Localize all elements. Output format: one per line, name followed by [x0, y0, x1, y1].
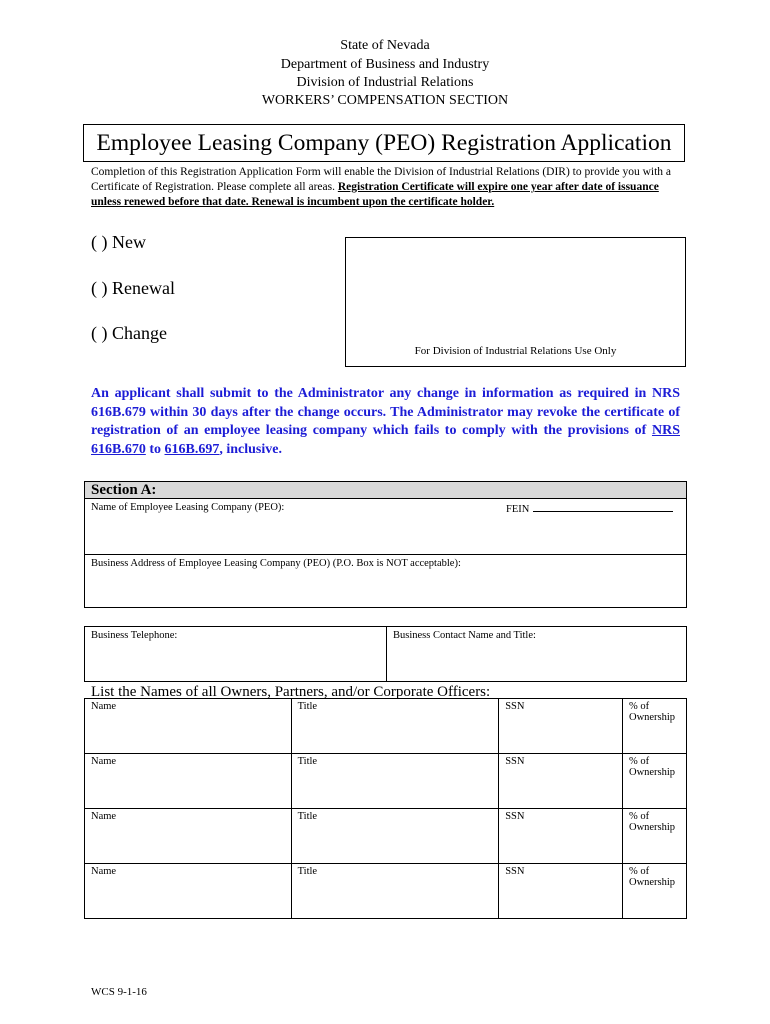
form-code: WCS 9-1-16: [91, 986, 147, 998]
notice-text-before: An applicant shall submit to the Administrator any change in information as required in NRS 616B.679 within 30 days after the change occurs. The Administrator may revoke the certificate of registration of an employee leasing company which fails to comply with the provisions of: [91, 386, 680, 438]
header-department: Department of Business and Industry: [280, 57, 490, 72]
dir-use-label: For Division of Industrial Relations Use Only: [414, 345, 617, 357]
owner-title-cell[interactable]: Title: [291, 864, 499, 919]
nrs-link-end[interactable]: 616B.697: [164, 441, 220, 457]
business-telephone-label: Business Telephone:: [91, 630, 178, 641]
owners-table: [84, 698, 687, 919]
owner-name-cell[interactable]: Name: [85, 864, 292, 919]
owner-title-cell[interactable]: Title: [291, 699, 499, 754]
page-title: Employee Leasing Company (PEO) Registration Application: [83, 124, 685, 162]
header-section: WORKERS’ COMPENSATION SECTION: [261, 93, 509, 108]
intro-paragraph: [91, 165, 681, 210]
business-address-field[interactable]: [84, 554, 687, 608]
table-row: [85, 699, 687, 754]
nrs-link-start[interactable]: NRS 616B.670: [91, 423, 680, 457]
table-row: [85, 809, 687, 864]
owner-ssn-cell[interactable]: SSN: [499, 699, 623, 754]
fein-underline: [533, 502, 673, 512]
company-name-label: Name of Employee Leasing Company (PEO):: [91, 502, 285, 513]
fein-field[interactable]: [506, 502, 673, 515]
business-telephone-field[interactable]: [84, 626, 387, 682]
intro-text: Completion of this Registration Application Form will enable the Division of Industrial Relations (DIR) to provide you with a Certificate of Registration. Please complete all areas.: [91, 166, 672, 193]
owner-ownership-cell[interactable]: % of Ownership: [622, 864, 686, 919]
notice-text-middle: to: [145, 441, 165, 457]
owner-ssn-cell[interactable]: SSN: [499, 864, 623, 919]
owner-title-cell[interactable]: Title: [291, 754, 499, 809]
intro-emphasis: Registration Certificate will expire one year after date of issuance unless renewed before that date. Renewal is incumbent upon the certificate holder.: [91, 181, 659, 208]
owners-title: List the Names of all Owners, Partners, and/or Corporate Officers:: [91, 684, 491, 700]
fein-label: FEIN: [506, 504, 530, 515]
owner-ssn-cell[interactable]: SSN: [499, 754, 623, 809]
owner-ssn-cell[interactable]: SSN: [499, 809, 623, 864]
header-division: Division of Industrial Relations: [296, 75, 474, 90]
table-row: [85, 754, 687, 809]
business-address-label: Business Address of Employee Leasing Company (PEO) (P.O. Box is NOT acceptable):: [91, 558, 461, 569]
owner-ownership-cell[interactable]: % of Ownership: [622, 809, 686, 864]
company-name-field[interactable]: [84, 498, 687, 555]
owner-ownership-cell[interactable]: % of Ownership: [622, 754, 686, 809]
section-a-heading: Section A:: [84, 481, 687, 499]
notice-text-after: , inclusive.: [219, 441, 282, 457]
table-row: [85, 864, 687, 919]
option-renewal[interactable]: ( ) Renewal: [91, 278, 175, 298]
owner-name-cell[interactable]: Name: [85, 809, 292, 864]
notice-paragraph: [91, 385, 680, 459]
header-state: State of Nevada: [340, 38, 430, 53]
option-change[interactable]: ( ) Change: [91, 323, 167, 343]
owner-name-cell[interactable]: Name: [85, 699, 292, 754]
business-contact-label: Business Contact Name and Title:: [393, 630, 536, 641]
owner-ownership-cell[interactable]: % of Ownership: [622, 699, 686, 754]
owner-name-cell[interactable]: Name: [85, 754, 292, 809]
option-new[interactable]: ( ) New: [91, 232, 146, 252]
business-contact-field[interactable]: [386, 626, 687, 682]
owner-title-cell[interactable]: Title: [291, 809, 499, 864]
